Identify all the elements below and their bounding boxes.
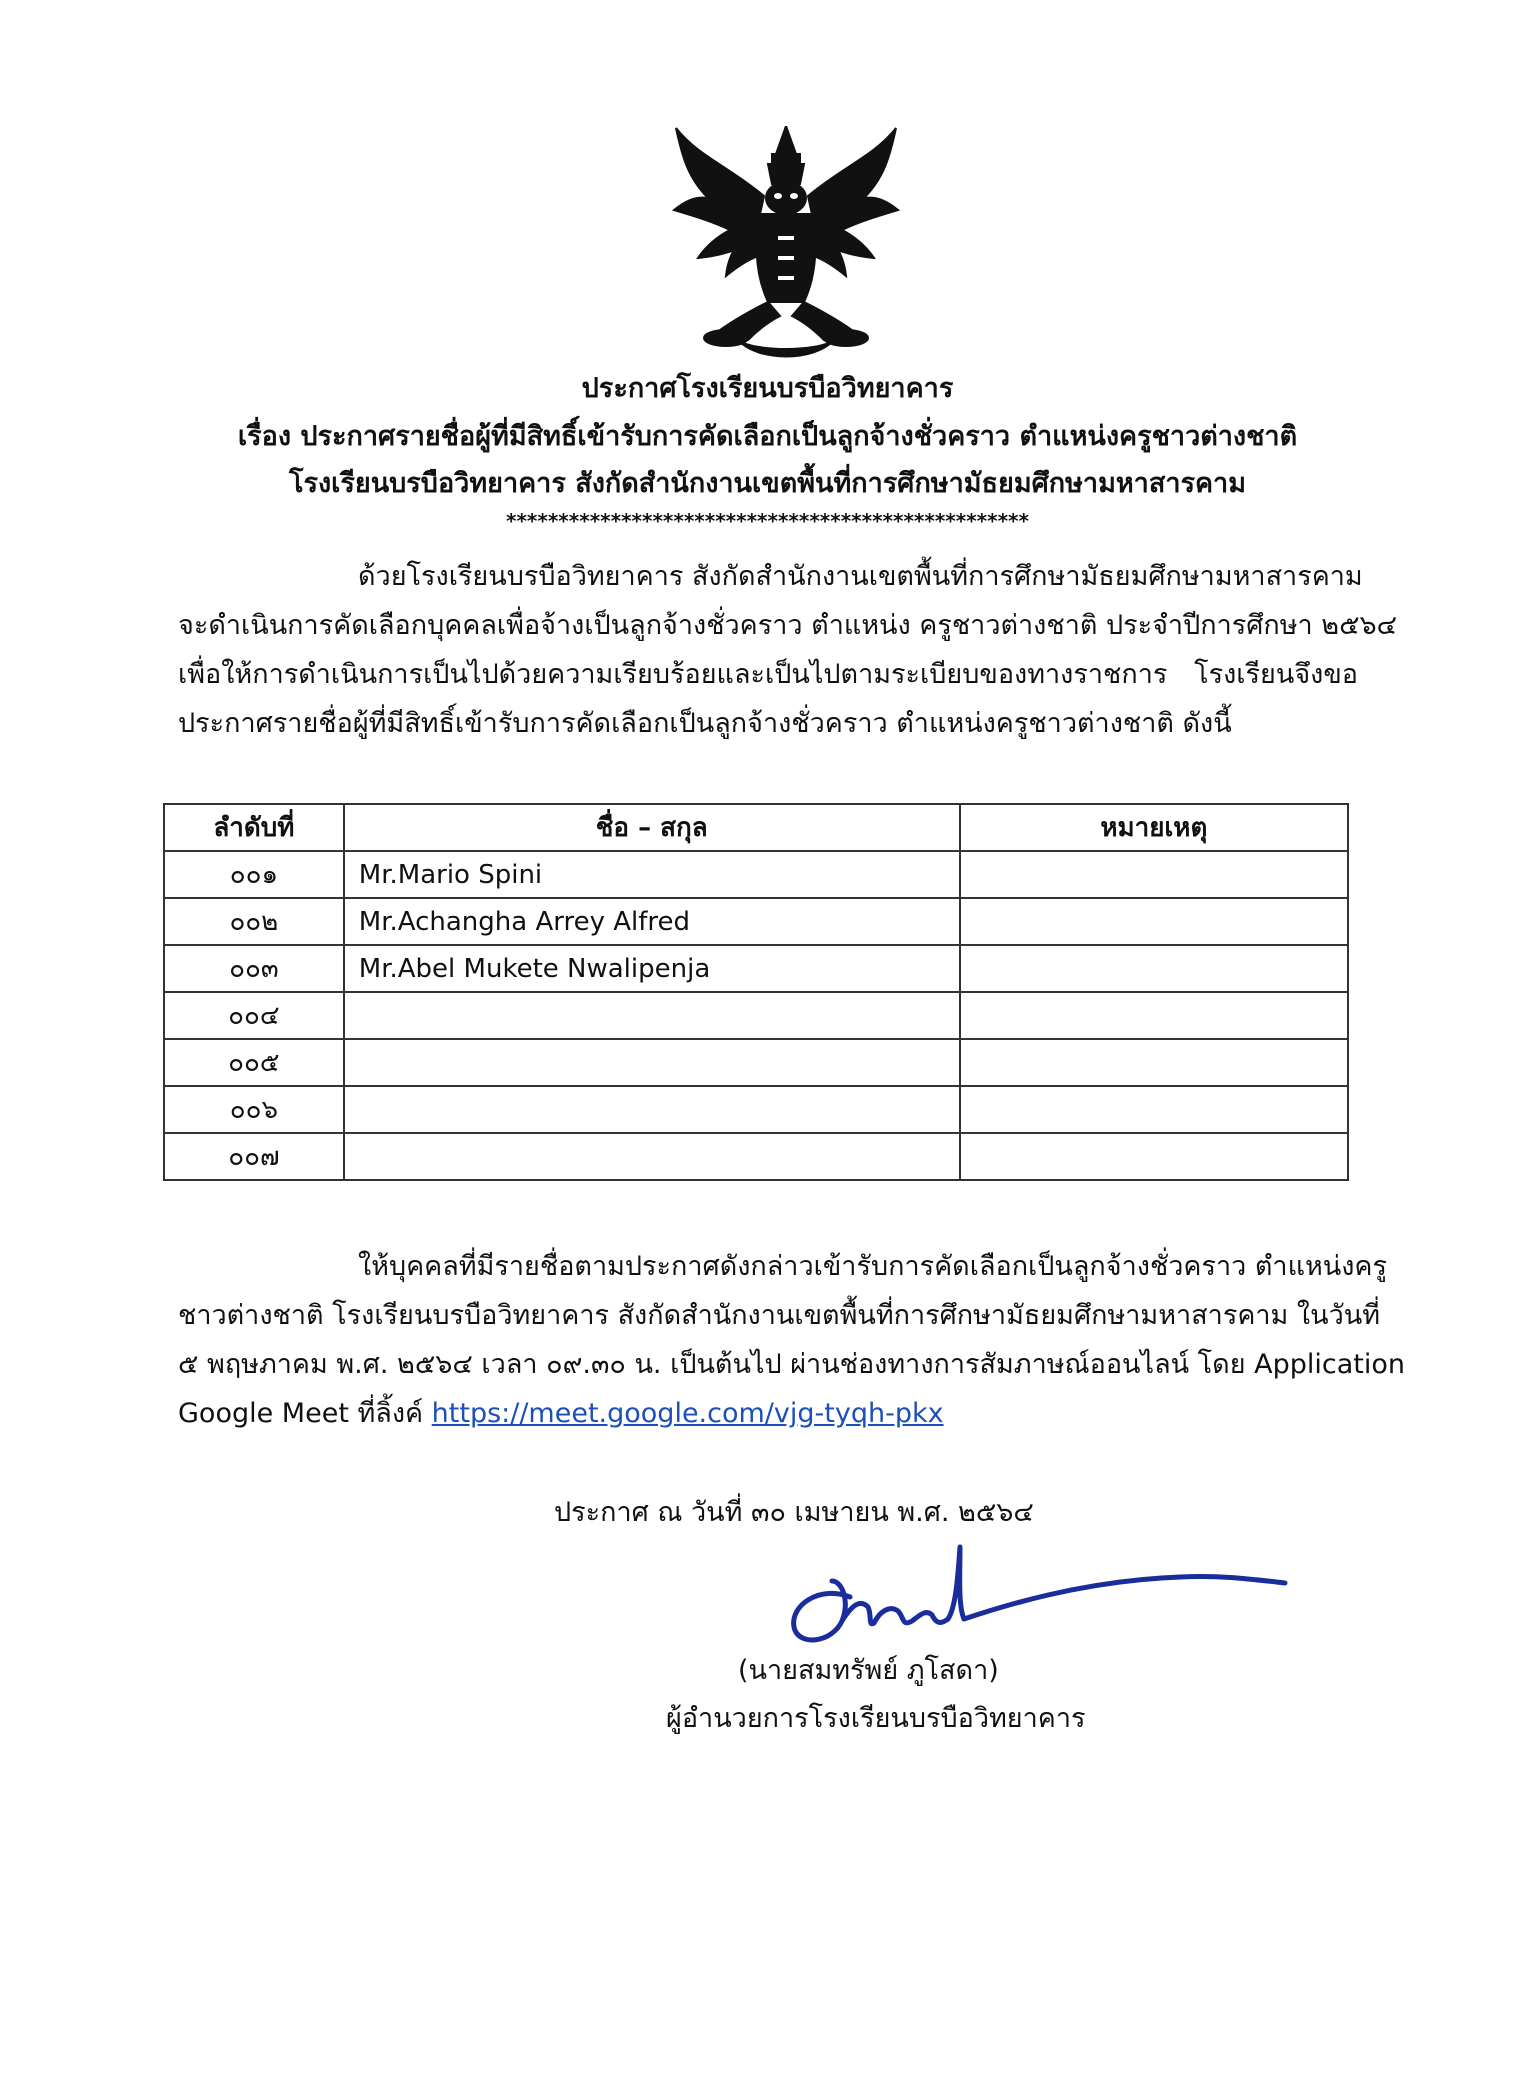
row-number: ๐๐๑ xyxy=(164,851,344,898)
document-title: ประกาศโรงเรียนบรบือวิทยาคาร xyxy=(581,373,954,404)
row-name xyxy=(344,1133,960,1180)
column-header-number: ลำดับที่ xyxy=(164,804,344,851)
link-prefix: Google Meet ที่ลิ้งค์ xyxy=(178,1398,432,1429)
document-subject: เรื่อง ประกาศรายชื่อผู้ที่มีสิทธิ์เข้ารับการคัดเลือกเป็นลูกจ้างชั่วคราว ตำแหน่งครูชาวต่างชาติ xyxy=(237,421,1298,452)
document-affiliation: โรงเรียนบรบือวิทยาคาร สังกัดสำนักงานเขตพื้นที่การศึกษามัธยมศึกษามหาสารคาม xyxy=(288,468,1247,499)
instruction-line: ๕ พฤษภาคม พ.ศ. ๒๕๖๔ เวลา ๐๙.๓๐ น. เป็นต้นไป ผ่านช่องทางการสัมภาษณ์ออนไลน์ โดย Application xyxy=(178,1349,1405,1380)
google-meet-link[interactable]: https://meet.google.com/vjg-tyqh-pkx xyxy=(431,1398,944,1429)
intro-line: จะดำเนินการคัดเลือกบุคคลเพื่อจ้างเป็นลูกจ้างชั่วคราว ตำแหน่ง ครูชาวต่างชาติ ประจำปีการศึกษา ๒๕๖๔ xyxy=(178,610,1398,641)
table-row xyxy=(164,992,1348,1039)
row-number: ๐๐๔ xyxy=(164,992,344,1039)
signer-name: (นายสมทรัพย์ ภูโสดา) xyxy=(738,1655,999,1686)
row-note xyxy=(960,898,1348,945)
column-header-note: หมายเหตุ xyxy=(960,804,1348,851)
row-note xyxy=(960,992,1348,1039)
signature-icon xyxy=(780,1535,1290,1655)
header-separator: ************************************************** xyxy=(506,509,1029,533)
row-name: Mr.Mario Spini xyxy=(344,851,960,898)
row-number: ๐๐๒ xyxy=(164,898,344,945)
instruction-line: ให้บุคคลที่มีรายชื่อตามประกาศดังกล่าวเข้ารับการคัดเลือกเป็นลูกจ้างชั่วคราว ตำแหน่งครู xyxy=(358,1251,1387,1282)
row-name: Mr.Achangha Arrey Alfred xyxy=(344,898,960,945)
table-row xyxy=(164,1086,1348,1133)
row-name xyxy=(344,992,960,1039)
column-header-name: ชื่อ – สกุล xyxy=(344,804,960,851)
table-row xyxy=(164,1133,1348,1180)
row-number: ๐๐๖ xyxy=(164,1086,344,1133)
table-row xyxy=(164,945,1348,992)
row-note xyxy=(960,851,1348,898)
candidate-table xyxy=(163,803,1349,1181)
intro-paragraph xyxy=(178,552,1398,748)
announcement-date: ประกาศ ณ วันที่ ๓๐ เมษายน พ.ศ. ๒๕๖๔ xyxy=(554,1497,1034,1528)
signer-position: ผู้อำนวยการโรงเรียนบรบือวิทยาคาร xyxy=(666,1703,1086,1734)
garuda-emblem-icon xyxy=(668,126,904,364)
row-name: Mr.Abel Mukete Nwalipenja xyxy=(344,945,960,992)
row-name xyxy=(344,1086,960,1133)
instruction-line xyxy=(178,1389,1358,1438)
row-note xyxy=(960,1039,1348,1086)
row-note xyxy=(960,945,1348,992)
table-header-row xyxy=(164,804,1348,851)
table-row xyxy=(164,898,1348,945)
row-note xyxy=(960,1086,1348,1133)
table-row xyxy=(164,851,1348,898)
row-number: ๐๐๗ xyxy=(164,1133,344,1180)
table-row xyxy=(164,1039,1348,1086)
intro-line: ด้วยโรงเรียนบรบือวิทยาคาร สังกัดสำนักงานเขตพื้นที่การศึกษามัธยมศึกษามหาสารคาม xyxy=(358,561,1363,592)
intro-line: ประกาศรายชื่อผู้ที่มีสิทธิ์เข้ารับการคัดเลือกเป็นลูกจ้างชั่วคราว ตำแหน่งครูชาวต่างชาติ ดังนี้ xyxy=(178,708,1232,739)
row-name xyxy=(344,1039,960,1086)
instruction-paragraph xyxy=(178,1242,1405,1438)
row-note xyxy=(960,1133,1348,1180)
instruction-line: ชาวต่างชาติ โรงเรียนบรบือวิทยาคาร สังกัดสำนักงานเขตพื้นที่การศึกษามัธยมศึกษามหาสารคาม ในวันที่ xyxy=(178,1300,1380,1331)
intro-line: เพื่อให้การดำเนินการเป็นไปด้วยความเรียบร้อยและเป็นไปตามระเบียบของทางราชการ โรงเรียนจึงขอ xyxy=(178,659,1358,690)
row-number: ๐๐๕ xyxy=(164,1039,344,1086)
row-number: ๐๐๓ xyxy=(164,945,344,992)
